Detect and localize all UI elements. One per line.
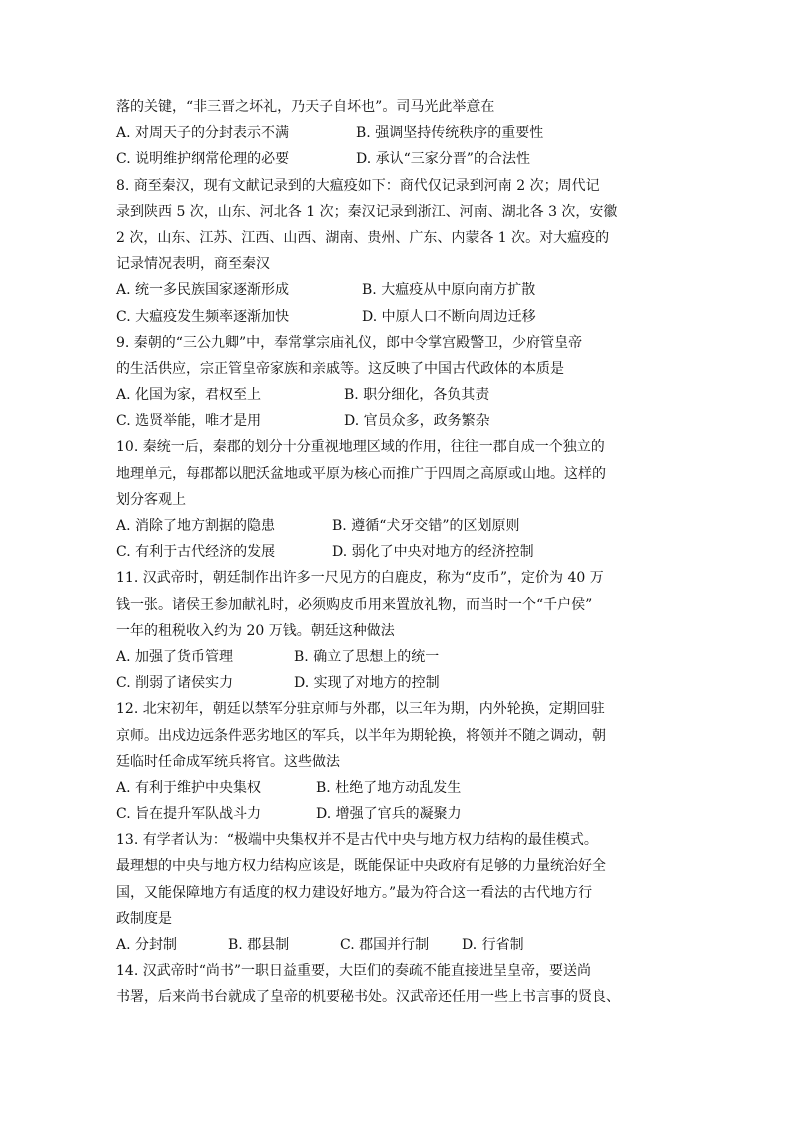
option-a: A. 分封制 (116, 937, 178, 953)
option-b: B. 强调坚持传统秩序的重要性 (356, 125, 544, 142)
question-stem-line: 书署，后来尚书台就成了皇帝的机要秘书处。汉武帝还任用一些上书言事的贤良、 (116, 989, 620, 1006)
question-stem-line: 京师。出戍边远条件恶劣地区的军兵，以半年为期轮换，将领并不随之调动，朝 (116, 727, 606, 744)
question-stem-line: 记录情况表明，商至秦汉 (116, 256, 270, 273)
question-13 (116, 827, 678, 958)
question-11 (116, 565, 678, 696)
question-12 (116, 696, 678, 827)
option-d: D. 中原人口不断向周边迁移 (362, 308, 536, 325)
option-d: D. 行省制 (462, 937, 524, 953)
option-c: C. 郡国并行制 (340, 937, 430, 953)
option-b: B. 杜绝了地方动乱发生 (316, 779, 462, 796)
question-stem-line: 一年的租税收入约为 20 万钱。朝廷这种做法 (116, 622, 395, 639)
option-b: B. 大瘟疫从中原向南方扩散 (362, 282, 536, 299)
question-14 (116, 958, 678, 1010)
option-c: C. 大瘟疫发生频率逐渐加快 (116, 308, 290, 325)
option-b: B. 确立了思想上的统一 (294, 648, 440, 665)
option-row (116, 146, 678, 172)
exam-page (116, 94, 678, 1011)
option-b: B. 郡县制 (228, 937, 290, 953)
option-row (116, 932, 678, 958)
question-stem-line: 最理想的中央与地方权力结构应该是，既能保证中央政府有足够的力量统治好全 (116, 858, 606, 875)
option-c: C. 说明维护纲常伦理的必要 (116, 151, 290, 168)
question-stem-line: 廷临时任命成军统兵将官。这些做法 (116, 753, 340, 770)
question-stem-line: 落的关键，“非三晋之坏礼，乃天子自坏也”。司马光此举意在 (116, 99, 495, 115)
option-row (116, 539, 678, 565)
option-row (116, 382, 678, 408)
option-row (116, 513, 678, 539)
option-a: A. 有利于维护中央集权 (116, 779, 262, 796)
question-stem-line: 录到陕西 5 次，山东、河北各 1 次；秦汉记录到浙江、河南、湖北各 3 次，安徽 (116, 203, 618, 220)
option-c: C. 有利于古代经济的发展 (116, 544, 276, 561)
question-9 (116, 330, 678, 435)
question-8 (116, 173, 678, 330)
question-7 (116, 94, 678, 173)
option-row (116, 304, 678, 330)
option-d: D. 弱化了中央对地方的经济控制 (332, 544, 534, 561)
option-c: C. 削弱了诸侯实力 (116, 675, 234, 692)
question-stem-line: 地理单元，每郡都以肥沃盆地或平原为核心而推广于四周之高原或山地。这样的 (116, 465, 606, 482)
question-stem-line: 划分客观上 (116, 491, 186, 508)
question-stem-line: 14. 汉武帝时“尚书”一职日益重要，大臣们的奏疏不能直接进呈皇帝，要送尚 (116, 963, 592, 980)
option-d: D. 官员众多，政务繁杂 (344, 413, 490, 430)
question-stem-line: 11. 汉武帝时，朝廷制作出许多一尺见方的白鹿皮，称为“皮币”，定价为 40 万 (116, 570, 604, 587)
question-stem-line: 8. 商至秦汉，现有文献记录到的大瘟疫如下：商代仅记录到河南 2 次；周代记 (116, 177, 600, 194)
question-stem-line: 政制度是 (116, 910, 172, 927)
question-stem-line: 10. 秦统一后，秦郡的划分十分重视地理区域的作用，往往一郡自成一个独立的 (116, 439, 605, 456)
option-d: D. 实现了对地方的控制 (294, 675, 440, 692)
option-c: C. 旨在提升军队战斗力 (116, 806, 262, 823)
option-b: B. 职分细化，各负其责 (344, 387, 490, 404)
option-row (116, 120, 678, 146)
option-a: A. 加强了货币管理 (116, 648, 234, 665)
question-stem-line: 13. 有学者认为：“极端中央集权并不是古代中央与地方权力结构的最佳模式。 (116, 832, 598, 849)
question-stem-line: 的生活供应，宗正管皇帝家族和亲戚等。这反映了中国古代政体的本质是 (116, 360, 564, 377)
option-c: C. 选贤举能，唯才是用 (116, 413, 262, 430)
option-a: A. 统一多民族国家逐渐形成 (116, 282, 290, 299)
option-row (116, 801, 678, 827)
option-row (116, 775, 678, 801)
option-row (116, 670, 678, 696)
option-d: D. 增强了官兵的凝聚力 (316, 806, 462, 823)
question-stem-line: 2 次，山东、江苏、江西、山西、湖南、贵州、广东、内蒙各 1 次。对大瘟疫的 (116, 229, 610, 246)
option-a: A. 消除了地方割据的隐患 (116, 518, 276, 534)
option-b: B. 遵循“犬牙交错”的区划原则 (332, 518, 520, 534)
option-a: A. 化国为家，君权至上 (116, 387, 262, 404)
option-row (116, 277, 678, 303)
option-d: D. 承认“三家分晋”的合法性 (356, 151, 530, 168)
question-10 (116, 434, 678, 565)
option-row (116, 408, 678, 434)
question-stem-line: 钱一张。诸侯王参加献礼时，必须购皮币用来置放礼物，而当时一个“千户侯” (116, 596, 593, 613)
option-row (116, 644, 678, 670)
option-a: A. 对周天子的分封表示不满 (116, 125, 290, 142)
question-stem-line: 12. 北宋初年，朝廷以禁军分驻京师与外郡，以三年为期，内外轮换，定期回驻 (116, 701, 605, 718)
question-stem-line: 9. 秦朝的“三公九卿”中，奉常掌宗庙礼仪，郎中令掌宫殿警卫，少府管皇帝 (116, 334, 583, 351)
question-stem-line: 国，又能保障地方有适度的权力建设好地方。”最为符合这一看法的古代地方行 (116, 884, 593, 901)
